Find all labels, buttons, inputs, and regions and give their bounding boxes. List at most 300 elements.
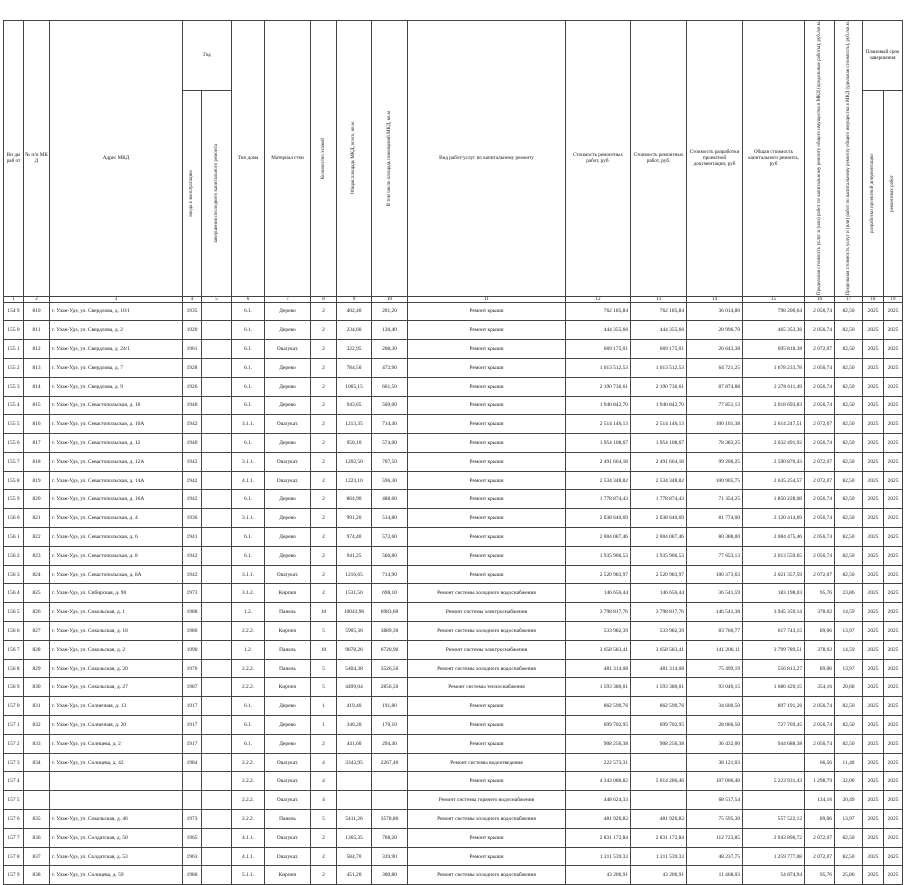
table-row: [4, 377, 903, 396]
cell-vid: 157 0: [4, 697, 24, 716]
cell-total-area: 1223,10: [337, 471, 372, 490]
cell-total-cost: 1 259 777,08: [743, 847, 805, 866]
cell-cost-design: 146 541,38: [687, 603, 743, 622]
cell-year-built: [183, 791, 202, 810]
cell-res-area: 472,90: [372, 358, 408, 377]
cell-cost-repair2: 669 175,01: [631, 340, 687, 359]
col-header-cost-design: Стоимость разработки проектной документации, руб: [687, 21, 743, 297]
cell-vid: 157 7: [4, 828, 24, 847]
cell-vid: 156 7: [4, 640, 24, 659]
cell-work: Ремонт крыши: [408, 340, 566, 359]
cell-year-built: [183, 772, 202, 791]
cell-total-cost: 727 769,45: [743, 716, 805, 735]
cell-year-repair: [202, 546, 232, 565]
cell-plan-works: 2025: [884, 565, 903, 584]
cell-address: г. Улан-Удэ, ул. Сокольская, д. 1: [50, 603, 183, 622]
cell-address: г. Улан-Удэ, ул. Севастопольская, д. 12А: [50, 452, 183, 471]
cell-house-type: 3.1.1.: [232, 565, 265, 584]
cell-unit-cost: 82,50: [835, 716, 863, 735]
cell-unit-cost: 82,50: [835, 396, 863, 415]
cell-work: Ремонт системы горячего водоснабжения: [408, 791, 566, 810]
cell-cost-repair2: 2 514 146,13: [631, 415, 687, 434]
cell-cost-design: 36 014,80: [687, 302, 743, 321]
cell-limit-cost: 89,06: [805, 810, 835, 829]
cell-cost-repair2: 2 004 087,46: [631, 528, 687, 547]
cell-cost-design: 75 595,30: [687, 810, 743, 829]
cell-cost-repair2: 2 491 664,18: [631, 452, 687, 471]
cell-total-area: 950,10: [337, 434, 372, 453]
cell-work: Ремонт крыши: [408, 490, 566, 509]
cell-plan-works: 2025: [884, 490, 903, 509]
cell-wall-material: Ошлукат.: [265, 828, 311, 847]
cell-year-built: 1942: [183, 546, 202, 565]
cell-house-type: 4.1.1.: [232, 828, 265, 847]
cell-vid: 157 2: [4, 734, 24, 753]
table-row: [4, 603, 903, 622]
col-header-work: Вид работ/услуг по капитальному ремонту: [408, 21, 566, 297]
cell-vid: 154 9: [4, 302, 24, 321]
cell-cost-repair2: 1 778 874,43: [631, 490, 687, 509]
cell-year-built: 1928: [183, 358, 202, 377]
cell-house-type: 6.1.: [232, 734, 265, 753]
cell-total-area: 943,65: [337, 396, 372, 415]
table-row: [4, 321, 903, 340]
cell-plan-works: 2025: [884, 603, 903, 622]
cell-cost-repair: 2 831 172,84: [566, 828, 631, 847]
cell-cost-repair: 481 314,08: [566, 659, 631, 678]
cell-plan-design: 2025: [863, 810, 884, 829]
cell-house-type: 3.1.1.: [232, 415, 265, 434]
cell-wall-material: Ошлукат.: [265, 753, 311, 772]
cell-work: Ремонт системы холодного водоснабжения: [408, 584, 566, 603]
cell-wall-material: Дерево: [265, 697, 311, 716]
cell-year-repair: [202, 471, 232, 490]
cell-total-cost: 3 799 789,51: [743, 640, 805, 659]
column-number: 19: [884, 296, 903, 302]
cell-year-repair: [202, 772, 232, 791]
cell-year-repair: [202, 622, 232, 641]
cell-total-cost: 5 223 931,43: [743, 772, 805, 791]
cell-work: Ремонт крыши: [408, 358, 566, 377]
cell-plan-design: 2025: [863, 340, 884, 359]
table-row: [4, 753, 903, 772]
cell-wall-material: Ошлукат.: [265, 452, 311, 471]
cell-floors: 1: [311, 716, 337, 735]
cell-res-area: 768,20: [372, 828, 408, 847]
cell-work: Ремонт крыши: [408, 565, 566, 584]
cell-floors: 2: [311, 866, 337, 885]
cell-floors: 10: [311, 603, 337, 622]
cell-cost-design: 99 206,25: [687, 452, 743, 471]
cell-work: Ремонт крыши: [408, 321, 566, 340]
cell-wall-material: Кирпич: [265, 866, 311, 885]
cell-floors: 2: [311, 528, 337, 547]
cell-wall-material: Дерево: [265, 509, 311, 528]
cell-cost-repair: 2 038 640,69: [566, 509, 631, 528]
cell-plan-works: 2025: [884, 622, 903, 641]
cell-plan-works: 2025: [884, 791, 903, 810]
cell-wall-material: Ошлукат.: [265, 415, 311, 434]
table-row: [4, 452, 903, 471]
cell-unit-cost: 14,59: [835, 603, 863, 622]
cell-vid: 156 4: [4, 584, 24, 603]
cell-total-cost: 2 120 414,69: [743, 509, 805, 528]
cell-address: г. Улан-Удэ, ул. Сокольская, д. 20: [50, 659, 183, 678]
cell-floors: 2: [311, 828, 337, 847]
cell-res-area: 707,50: [372, 452, 408, 471]
cell-address: г. Улан-Удэ, ул. Свердлова, д. 24/1: [50, 340, 183, 359]
cell-year-repair: [202, 847, 232, 866]
table-row: [4, 490, 903, 509]
cell-vid: 155 7: [4, 452, 24, 471]
cell-house-type: 6.1.: [232, 321, 265, 340]
cell-wall-material: Дерево: [265, 396, 311, 415]
cell-total-area: [337, 791, 372, 810]
cell-limit-cost: 2 056,74: [805, 734, 835, 753]
cell-cost-design: 93 040,15: [687, 678, 743, 697]
cell-house-type: 6.1.: [232, 340, 265, 359]
cell-vid: 155 6: [4, 434, 24, 453]
cell-year-built: 1980: [183, 622, 202, 641]
cell-plan-design: 2025: [863, 565, 884, 584]
cell-address: г. Улан-Удэ, ул. Севастопольская, д. 8А: [50, 565, 183, 584]
cell-plan-works: 2025: [884, 509, 903, 528]
cell-year-built: 1973: [183, 584, 202, 603]
cell-limit-cost: 2 072,07: [805, 828, 835, 847]
cell-total-cost: 2 013 559,65: [743, 546, 805, 565]
cell-num: 823: [24, 546, 50, 565]
cell-year-repair: [202, 584, 232, 603]
table-row: [4, 866, 903, 885]
cell-year-repair: [202, 377, 232, 396]
cell-cost-design: 77 653,13: [687, 546, 743, 565]
cell-plan-design: 2025: [863, 847, 884, 866]
cell-cost-repair: 762 185,84: [566, 302, 631, 321]
cell-res-area: 294,40: [372, 734, 408, 753]
cell-year-repair: [202, 640, 232, 659]
cell-vid: 156 5: [4, 603, 24, 622]
cell-unit-cost: 82,50: [835, 565, 863, 584]
cell-cost-repair: 2 004 087,46: [566, 528, 631, 547]
column-number: 4: [183, 296, 202, 302]
cell-total-cost: 2 590 870,43: [743, 452, 805, 471]
cell-limit-cost: 2 072,07: [805, 471, 835, 490]
cell-total-area: 4499,04: [337, 678, 372, 697]
table-body: [4, 302, 903, 885]
cell-year-built: 1942: [183, 415, 202, 434]
cell-cost-repair2: 908 256,38: [631, 734, 687, 753]
col-header-limit-cost: Предельная стоимость услуг и (или) работ по капитальному ремонту общего имущества в МКД (предельные работы), руб./кв.м.: [805, 21, 835, 297]
cell-floors: 2: [311, 546, 337, 565]
cell-unit-cost: 23,86: [835, 584, 863, 603]
cell-res-area: 6983,60: [372, 603, 408, 622]
cell-cost-repair2: 3 798 817,76: [631, 603, 687, 622]
cell-floors: 2: [311, 415, 337, 434]
cell-cost-repair2: 146 656,44: [631, 584, 687, 603]
cell-plan-design: 2025: [863, 490, 884, 509]
cell-unit-cost: 20,68: [835, 678, 863, 697]
cell-house-type: 1.2.: [232, 640, 265, 659]
table-row: [4, 678, 903, 697]
cell-cost-repair: 1 613 512,53: [566, 358, 631, 377]
column-number: 8: [311, 296, 337, 302]
cell-cost-repair: 862 590,76: [566, 697, 631, 716]
cell-year-built: 1973: [183, 810, 202, 829]
cell-limit-cost: 2 072,07: [805, 415, 835, 434]
cell-house-type: 2.2.2.: [232, 659, 265, 678]
col-header-year-repair: завершения последнего капитального ремонта: [202, 90, 232, 296]
cell-unit-cost: 82,50: [835, 321, 863, 340]
table-row: [4, 546, 903, 565]
cell-cost-repair2: 762 185,84: [631, 302, 687, 321]
cell-year-repair: [202, 434, 232, 453]
cell-num: 827: [24, 622, 50, 641]
cell-wall-material: Дерево: [265, 358, 311, 377]
cell-res-area: [372, 772, 408, 791]
cell-cost-repair: 4 343 088,82: [566, 772, 631, 791]
cell-cost-repair: 448 624,33: [566, 791, 631, 810]
cell-address: г. Улан-Удэ, ул. Севастопольская, д. 10: [50, 396, 183, 415]
cell-year-built: 1942: [183, 471, 202, 490]
cell-plan-works: 2025: [884, 584, 903, 603]
cell-year-repair: [202, 321, 232, 340]
cell-address: г. Улан-Удэ, ул. Солнечная, д. 20: [50, 716, 183, 735]
cell-total-cost: 2 943 896,72: [743, 828, 805, 847]
cell-cost-repair2: 444 355,66: [631, 321, 687, 340]
cell-wall-material: Дерево: [265, 321, 311, 340]
cell-plan-works: 2025: [884, 678, 903, 697]
cell-plan-design: 2025: [863, 302, 884, 321]
cell-cost-design: 36 541,59: [687, 584, 743, 603]
cell-floors: 2: [311, 321, 337, 340]
cell-work: Ремонт крыши: [408, 302, 566, 321]
cell-year-repair: [202, 340, 232, 359]
cell-unit-cost: 32,00: [835, 772, 863, 791]
cell-plan-design: 2025: [863, 734, 884, 753]
cell-limit-cost: 95,76: [805, 866, 835, 885]
cell-plan-design: 2025: [863, 622, 884, 641]
table-row: [4, 659, 903, 678]
cell-house-type: 1.2.: [232, 603, 265, 622]
cell-work: Ремонт крыши: [408, 528, 566, 547]
cell-address: г. Улан-Удэ, ул. Свердлова, д. 10/1: [50, 302, 183, 321]
cell-address: г. Улан-Удэ, ул. Солдатская, д. 50: [50, 828, 183, 847]
cell-work: Ремонт крыши: [408, 415, 566, 434]
cell-vid: 156 9: [4, 678, 24, 697]
cell-total-area: 5404,38: [337, 659, 372, 678]
table-row: [4, 772, 903, 791]
col-header-total-area: Общая площадь МКД, всего, кв.м: [337, 21, 372, 297]
cell-plan-works: 2025: [884, 302, 903, 321]
cell-address: г. Улан-Удэ, ул. Сокольская, д. 18: [50, 622, 183, 641]
cell-num: [24, 791, 50, 810]
cell-plan-design: 2025: [863, 321, 884, 340]
table-row: [4, 810, 903, 829]
cell-vid: 156 1: [4, 528, 24, 547]
cell-work: Ремонт системы холодного водоснабжения: [408, 622, 566, 641]
cell-limit-cost: 2 056,74: [805, 396, 835, 415]
cell-vid: 157 6: [4, 810, 24, 829]
cell-year-repair: [202, 603, 232, 622]
cell-address: г. Улан-Удэ, ул. Солнцева, д. 2: [50, 734, 183, 753]
cell-cost-repair2: 2 534 348,82: [631, 471, 687, 490]
cell-year-repair: [202, 810, 232, 829]
cell-vid: 155 2: [4, 358, 24, 377]
cell-work: Ремонт крыши: [408, 452, 566, 471]
cell-vid: 156 6: [4, 622, 24, 641]
cell-num: 830: [24, 678, 50, 697]
cell-plan-works: 2025: [884, 415, 903, 434]
cell-year-built: 1936: [183, 509, 202, 528]
cell-year-repair: [202, 528, 232, 547]
cell-house-type: 2.2.2.: [232, 678, 265, 697]
column-number: 10: [372, 296, 408, 302]
cell-address: г. Улан-Удэ, ул. Солнцева, д. 42: [50, 753, 183, 772]
cell-wall-material: Панель: [265, 640, 311, 659]
col-header-plan-works: ремонтных работ: [884, 90, 903, 296]
cell-plan-design: 2025: [863, 528, 884, 547]
cell-limit-cost: 2 056,74: [805, 546, 835, 565]
table-row: [4, 358, 903, 377]
cell-unit-cost: 82,50: [835, 490, 863, 509]
column-number: 15: [743, 296, 805, 302]
cell-cost-design: 26 643,38: [687, 340, 743, 359]
cell-floors: 2: [311, 340, 337, 359]
table-row: [4, 734, 903, 753]
cell-wall-material: Ошлукат.: [265, 847, 311, 866]
cell-vid: 155 1: [4, 340, 24, 359]
cell-unit-cost: 82,50: [835, 828, 863, 847]
cell-total-area: 10043,96: [337, 603, 372, 622]
cell-plan-design: 2025: [863, 697, 884, 716]
cell-unit-cost: 25,86: [835, 866, 863, 885]
cell-total-cost: 3 945 359,14: [743, 603, 805, 622]
cell-plan-works: 2025: [884, 452, 903, 471]
cell-res-area: 714,40: [372, 415, 408, 434]
cell-num: 821: [24, 509, 50, 528]
cell-total-cost: 897 191,26: [743, 697, 805, 716]
cell-cost-repair: 1 954 108,67: [566, 434, 631, 453]
cell-cost-repair2: 1 935 906,53: [631, 546, 687, 565]
cell-work: Ремонт системы водоотведения: [408, 753, 566, 772]
cell-cost-repair: 2 514 146,13: [566, 415, 631, 434]
cell-num: 835: [24, 810, 50, 829]
cell-house-type: 6.1.: [232, 528, 265, 547]
cell-wall-material: Панель: [265, 659, 311, 678]
cell-total-cost: 2 278 611,49: [743, 377, 805, 396]
cell-year-repair: [202, 734, 232, 753]
column-number: 17: [835, 296, 863, 302]
cell-num: 836: [24, 828, 50, 847]
cell-limit-cost: 2 056,74: [805, 490, 835, 509]
repair-plan-sheet: [3, 20, 902, 885]
cell-res-area: 201,20: [372, 302, 408, 321]
cell-year-built: 1987: [183, 678, 202, 697]
cell-year-repair: [202, 490, 232, 509]
cell-total-area: 340,20: [337, 716, 372, 735]
cell-year-repair: [202, 509, 232, 528]
cell-cost-repair: 1 211 539,33: [566, 847, 631, 866]
cell-limit-cost: 89,06: [805, 622, 835, 641]
cell-cost-repair: 2 491 664,18: [566, 452, 631, 471]
cell-cost-repair2: 533 982,39: [631, 622, 687, 641]
cell-work: Ремонт крыши: [408, 772, 566, 791]
cell-cost-repair2: 862 590,76: [631, 697, 687, 716]
cell-plan-design: 2025: [863, 377, 884, 396]
cell-num: 815: [24, 396, 50, 415]
cell-limit-cost: 2 056,74: [805, 321, 835, 340]
cell-wall-material: Панель: [265, 810, 311, 829]
cell-total-area: 941,25: [337, 546, 372, 565]
col-header-cost-repair: Стоимость ремонтных работ, руб.: [566, 21, 631, 297]
cell-cost-design: 48 237,75: [687, 847, 743, 866]
cell-year-built: 1988: [183, 603, 202, 622]
cell-plan-design: 2025: [863, 358, 884, 377]
cell-address: г. Улан-Удэ, ул. Севастопольская, д. 8: [50, 546, 183, 565]
cell-year-built: 1917: [183, 734, 202, 753]
cell-wall-material: Дерево: [265, 377, 311, 396]
cell-year-repair: [202, 415, 232, 434]
cell-limit-cost: 378,02: [805, 640, 835, 659]
cell-plan-design: 2025: [863, 791, 884, 810]
cell-floors: 2: [311, 452, 337, 471]
cell-wall-material: Кирпич: [265, 584, 311, 603]
cell-total-cost: 2 635 254,57: [743, 471, 805, 490]
cell-work: Ремонт системы электроснабжения: [408, 640, 566, 659]
cell-vid: 157 3: [4, 753, 24, 772]
cell-floors: 2: [311, 565, 337, 584]
cell-year-repair: [202, 358, 232, 377]
table-row: [4, 584, 903, 603]
cell-work: Ремонт системы холодного водоснабжения: [408, 866, 566, 885]
cell-cost-design: 100 373,63: [687, 565, 743, 584]
cell-cost-repair2: 481 314,08: [631, 659, 687, 678]
cell-work: Ремонт крыши: [408, 697, 566, 716]
cell-house-type: 6.1.: [232, 490, 265, 509]
cell-year-built: 1942: [183, 565, 202, 584]
cell-total-area: 322,95: [337, 340, 372, 359]
cell-cost-repair: 1 593 380,01: [566, 678, 631, 697]
cell-year-repair: [202, 791, 232, 810]
cell-cost-repair2: [631, 791, 687, 810]
cell-limit-cost: 66,56: [805, 753, 835, 772]
col-header-address: Адрес МКД: [50, 21, 183, 297]
cell-cost-design: 38 121,03: [687, 753, 743, 772]
cell-address: г. Улан-Удэ, ул. Солнечная, д. 13: [50, 697, 183, 716]
cell-floors: 2: [311, 734, 337, 753]
cell-res-area: 514,80: [372, 509, 408, 528]
cell-address: г. Улан-Удэ, ул. Севастопольская, д. 12: [50, 434, 183, 453]
cell-cost-repair: 908 256,38: [566, 734, 631, 753]
cell-total-area: 234,60: [337, 321, 372, 340]
cell-total-cost: 2 614 247,51: [743, 415, 805, 434]
cell-vid: 155 4: [4, 396, 24, 415]
cell-res-area: 2267,40: [372, 753, 408, 772]
cell-plan-works: 2025: [884, 396, 903, 415]
cell-total-area: 974,40: [337, 528, 372, 547]
cell-plan-design: 2025: [863, 753, 884, 772]
cell-plan-works: 2025: [884, 528, 903, 547]
cell-work: Ремонт крыши: [408, 546, 566, 565]
cell-work: Ремонт крыши: [408, 471, 566, 490]
cell-year-built: 1970: [183, 659, 202, 678]
cell-vid: 155 8: [4, 471, 24, 490]
cell-cost-design: 112 723,85: [687, 828, 743, 847]
cell-res-area: 170,10: [372, 716, 408, 735]
cell-vid: 155 0: [4, 321, 24, 340]
cell-address: г. Улан-Удэ, ул. Севастопольская, д. 14А: [50, 471, 183, 490]
cell-plan-design: 2025: [863, 640, 884, 659]
